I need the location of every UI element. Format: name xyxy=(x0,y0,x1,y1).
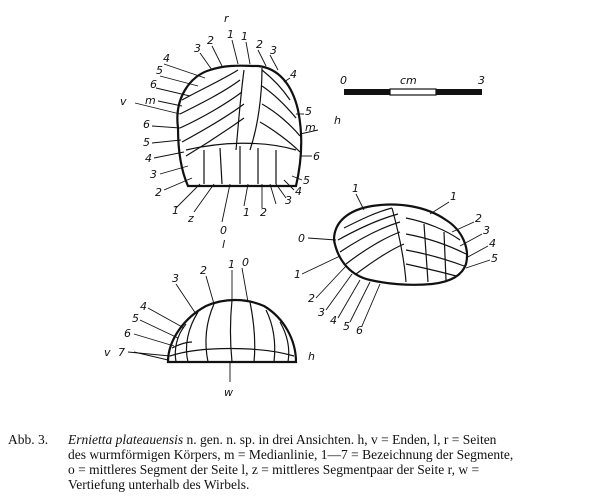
top-view-label-right-4: 4 xyxy=(295,185,302,198)
side-view-label-right-5: 5 xyxy=(491,252,498,265)
view-top xyxy=(120,12,341,251)
top-view-label-right-3: 3 xyxy=(285,194,292,207)
figure-caption xyxy=(8,432,608,492)
top-view-label-0: 0 xyxy=(220,224,227,237)
side-view-label-top-1: 1 xyxy=(352,182,359,195)
top-view-label-l: l xyxy=(222,238,226,251)
scale-end: 3 xyxy=(478,74,485,87)
top-view-label-right-5b: 5 xyxy=(303,174,310,187)
side-view-label-right-2: 2 xyxy=(475,212,482,225)
top-view-label-top-4: 4 xyxy=(290,68,297,81)
caption-species: Ernietta plateauensis xyxy=(68,432,184,447)
scale-bar xyxy=(340,74,485,95)
front-view-label-7: 7 xyxy=(118,346,125,359)
front-view-label-3: 3 xyxy=(172,272,179,285)
top-view-label-right-5: 5 xyxy=(305,105,312,118)
side-view-label-6: 6 xyxy=(356,324,363,337)
side-view-label-top-1b: 1 xyxy=(450,190,457,203)
top-view-label-left-1: 4 xyxy=(163,52,170,65)
scale-unit: cm xyxy=(400,74,417,87)
caption-line-1: n. gen. n. sp. in drei Ansichten. h, v = Enden, l, r = Seiten xyxy=(183,432,497,447)
top-view-label-bottom-1b: 1 xyxy=(243,206,250,219)
side-view-label-3: 3 xyxy=(318,306,325,319)
top-view-label-top-1: 1 xyxy=(227,28,234,41)
side-view-label-4: 4 xyxy=(330,314,337,327)
top-view-label-left-4: 4 xyxy=(145,152,152,165)
scale-start: 0 xyxy=(340,74,347,87)
top-view-label-top-2: 2 xyxy=(207,34,214,47)
caption-line-3: o = mittleres Segment der Seite l, z = mittleres Segmentpaar der Seite r, w = xyxy=(68,462,480,477)
top-view-label-left-5: 5 xyxy=(143,136,150,149)
top-view-label-right-6: 6 xyxy=(313,150,320,163)
top-view-label-bottom-1: 1 xyxy=(172,204,179,217)
front-view-label-w: w xyxy=(224,386,233,399)
front-view-label-5: 5 xyxy=(132,312,139,325)
front-view-label-4: 4 xyxy=(140,300,147,313)
top-view-label-left-m: m xyxy=(145,94,156,107)
front-view-label-2: 2 xyxy=(200,264,207,277)
caption-line-2: des wurmförmigen Körpers, m = Medianlinie, 1—7 = Bezeichnung der Segmente, xyxy=(68,447,514,462)
view-side xyxy=(294,182,498,337)
front-view-label-6: 6 xyxy=(124,327,131,340)
top-view-label-top-2b: 2 xyxy=(256,38,263,51)
top-view-label-z: z xyxy=(188,212,194,225)
top-view-label-v: v xyxy=(120,95,127,108)
front-view-label-h: h xyxy=(308,350,315,363)
top-view-label-top-3b: 3 xyxy=(270,44,277,57)
top-view-label-left-6: 6 xyxy=(143,118,150,131)
side-view-label-2: 2 xyxy=(308,292,315,305)
caption-line-4: Vertiefung unterhalb des Wirbels. xyxy=(68,477,250,492)
top-view-label-top-1b: 1 xyxy=(241,30,248,43)
caption-label: Abb. 3. xyxy=(8,432,49,447)
top-view-label-left-3: 6 xyxy=(150,78,157,91)
top-view-label-right-m: m xyxy=(305,121,316,134)
top-view-label-bottom-2: 2 xyxy=(260,206,267,219)
top-view-label-r: r xyxy=(224,12,229,25)
side-view-label-right-4: 4 xyxy=(489,237,496,250)
top-view-label-h: h xyxy=(334,114,341,127)
side-view-label-0: 0 xyxy=(298,232,305,245)
front-view-label-1: 1 xyxy=(228,258,235,271)
top-view-label-left-3b: 3 xyxy=(150,168,157,181)
side-view-label-1: 1 xyxy=(294,268,301,281)
front-view-label-0: 0 xyxy=(242,256,249,269)
front-view-label-v: v xyxy=(104,346,111,359)
top-view-label-left-2b: 2 xyxy=(155,186,162,199)
top-view-label-left-2: 5 xyxy=(156,64,163,77)
side-view-label-5: 5 xyxy=(343,320,350,333)
view-front xyxy=(104,256,315,399)
top-view-label-top-3: 3 xyxy=(194,42,201,55)
side-view-label-right-3: 3 xyxy=(483,224,490,237)
